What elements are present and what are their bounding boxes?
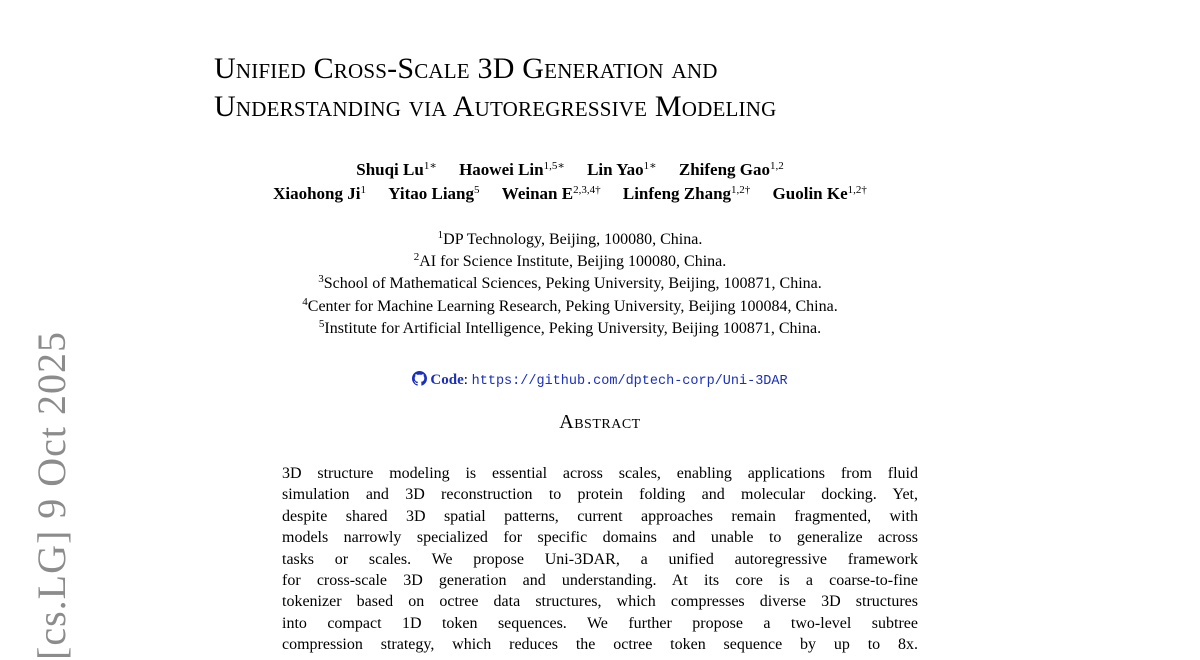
author: Linfeng Zhang$^{1,2\dagger}$ xyxy=(622,184,751,203)
paper-title xyxy=(214,50,1034,126)
affiliation: $^3$School of Mathematical Sciences, Peking University, Beijing, 100871, China. xyxy=(318,273,822,293)
authors-row-2 xyxy=(0,182,1140,206)
abstract-line: for cross-scale 3D generation and understanding. At its core is a coarse-to-fine xyxy=(282,572,918,590)
code-link-line xyxy=(0,371,1200,389)
abstract-line: tokenizer based on octree data structures, which compresses diverse 3D structures xyxy=(282,593,918,611)
author: Xiaohong Ji$^1$ xyxy=(273,184,366,203)
author: Guolin $Ke^{1,2\dagger}$ xyxy=(772,184,867,203)
affiliations xyxy=(0,229,1140,340)
affiliation: $^4$Center for Machine Learning Research, Peking University, Beijing 100084, China. xyxy=(302,295,838,315)
author: Zhifeng Gao$^{1,2}$ xyxy=(678,160,784,179)
author: Yitao Liang$^5$ xyxy=(388,184,480,203)
github-icon xyxy=(412,371,427,386)
abstract-line: compression strategy, which reduces the octree token sequence by up to 8x. xyxy=(282,636,918,654)
abstract-line: models narrowly specialized for specific domains and unable to generalize across xyxy=(282,529,918,547)
abstract-line: despite shared 3D spatial patterns, current approaches remain fragmented, with xyxy=(282,507,918,525)
abstract-line: tasks or scales. We propose Uni-3DAR, a unified autoregressive framework xyxy=(282,550,918,568)
authors-row-1 xyxy=(0,158,1140,182)
title-line-2: Understanding via Autoregressive Modeling xyxy=(214,90,777,123)
code-label[interactable]: Code xyxy=(430,372,464,388)
abstract-line: simulation and 3D reconstruction to protein folding and molecular docking. Yet, xyxy=(282,486,918,504)
affiliation: $^2$AI for Science Institute, Beijing 100080, China. xyxy=(413,251,727,271)
affiliation: $^5$Institute for Artificial Intelligence, Peking University, Beijing 100871, China. xyxy=(318,317,822,337)
author: Shuqi $Lu^{1∗}$ xyxy=(356,160,437,179)
title-line-1: Unified Cross-Scale 3D Generation and xyxy=(214,52,718,85)
arxiv-stamp: [cs.LG] 9 Oct 2025 xyxy=(29,330,74,660)
author: Weinan $E^{2,3,4\dagger}$ xyxy=(501,184,601,203)
author: Haowei Lin$^{1,5∗}$ xyxy=(459,160,565,179)
abstract-body xyxy=(282,463,918,656)
code-url-link[interactable]: https://github.com/dptech-corp/Uni-3DAR xyxy=(471,374,788,389)
author: Lin Yao$^{1∗}$ xyxy=(587,160,657,179)
affiliation: $^1$DP Technology, Beijing, 100080, China. xyxy=(437,229,703,248)
abstract-line: into compact 1D token sequences. We further propose a two-level subtree xyxy=(282,614,918,632)
code-separator: : xyxy=(463,372,468,388)
abstract-heading: Abstract xyxy=(559,411,641,433)
abstract-line: 3D structure modeling is essential across scales, enabling applications from fluid xyxy=(282,465,918,482)
